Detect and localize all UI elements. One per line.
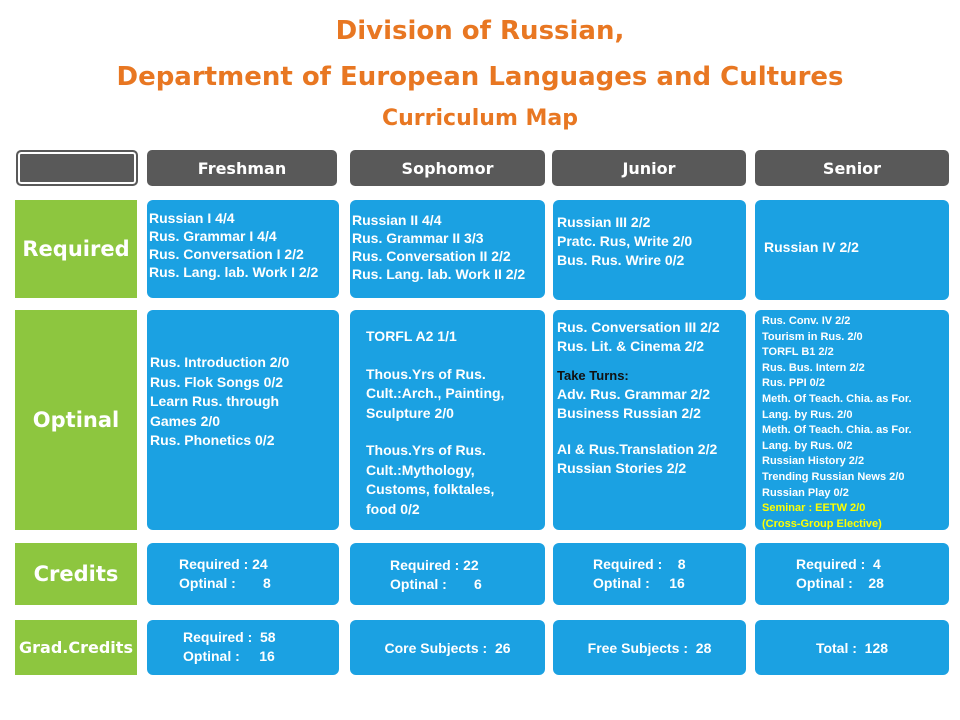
row-label-required: Required	[15, 200, 137, 298]
seminar-note: (Cross-Group Elective)	[762, 517, 882, 530]
course: Cult.:Mythology,	[366, 461, 475, 478]
required-freshman	[147, 200, 339, 298]
seminar-course: Seminar : EETW 2/0	[762, 502, 866, 515]
optional-freshman	[147, 310, 339, 530]
course: Russian IV 2/2	[764, 239, 859, 255]
course: Meth. Of Teach. Chia. as For.	[762, 424, 912, 437]
credit-optional: Optinal : 16	[593, 575, 685, 591]
course: Adv. Rus. Grammar 2/2	[557, 386, 711, 402]
course: food 0/2	[366, 500, 420, 517]
course: Rus. Conversation III 2/2	[557, 319, 720, 335]
credit-required: Required : 8	[593, 556, 686, 572]
credit-optional: Optinal : 6	[390, 576, 482, 592]
credit-optional: Optinal : 8	[179, 575, 271, 591]
course: Rus. Grammar I 4/4	[149, 228, 277, 244]
course: Rus. Lit. & Cinema 2/2	[557, 338, 705, 354]
credit-required: Required : 24	[179, 556, 268, 572]
row-label-optional: Optinal	[15, 310, 137, 530]
header-blank	[16, 150, 138, 186]
course: Russian III 2/2	[557, 214, 651, 230]
grad-senior	[755, 620, 949, 675]
free-subjects: Free Subjects : 28	[587, 639, 712, 656]
optional-senior	[755, 310, 949, 530]
optional-junior	[553, 310, 746, 530]
grad-required: Required : 58	[183, 629, 276, 645]
course: Rus. Flok Songs 0/2	[150, 373, 284, 390]
row-label-credits: Credits	[15, 543, 137, 605]
required-sophomore	[350, 200, 545, 298]
header-sophomore: Sophomor	[350, 150, 545, 186]
total-credits: Total : 128	[815, 639, 889, 656]
header-freshman: Freshman	[147, 150, 337, 186]
take-turns-label: Take Turns:	[557, 368, 629, 383]
title-line-3: Curriculum Map	[381, 106, 579, 131]
course: Rus. Grammar II 3/3	[352, 230, 484, 246]
course: Thous.Yrs of Rus.	[366, 365, 486, 382]
course: Lang. by Rus. 2/0	[762, 408, 853, 421]
credits-junior	[553, 543, 746, 605]
title-line-2: Department of European Languages and Cultures	[116, 62, 844, 92]
course: TORFL A2 1/1	[366, 328, 457, 344]
course: Tourism in Rus. 2/0	[762, 330, 863, 343]
course: Trending Russian News 2/0	[762, 470, 905, 483]
course: AI & Rus.Translation 2/2	[557, 441, 718, 457]
grad-optional: Optinal : 16	[183, 648, 275, 664]
credits-sophomore	[350, 543, 545, 605]
course: Thous.Yrs of Rus.	[366, 442, 486, 458]
course: Rus. Introduction 2/0	[150, 354, 290, 370]
course: Rus. Conversation I 2/2	[149, 246, 304, 262]
course: Pratc. Rus, Write 2/0	[557, 233, 693, 249]
credit-required: Required : 4	[796, 556, 881, 572]
grad-junior	[553, 620, 746, 675]
course: TORFL B1 2/2	[762, 346, 834, 359]
credits-senior	[755, 543, 949, 605]
credit-required: Required : 22	[390, 557, 479, 573]
course: Rus. Lang. lab. Work II 2/2	[352, 266, 526, 282]
course: Cult.:Arch., Painting,	[366, 385, 505, 401]
course: Rus. Phonetics 0/2	[150, 432, 275, 448]
course: Learn Rus. through	[150, 393, 280, 409]
course: Games 2/0	[150, 412, 221, 429]
course: Rus. Conv. IV 2/2	[762, 315, 851, 327]
course: Russian I 4/4	[149, 210, 235, 226]
course: Russian History 2/2	[762, 455, 865, 468]
course: Bus. Rus. Wrire 0/2	[557, 252, 685, 268]
course: Sculpture 2/0	[366, 404, 454, 421]
course: Customs, folktales,	[366, 481, 495, 497]
optional-sophomore	[350, 310, 545, 530]
course: Rus. PPI 0/2	[762, 377, 825, 390]
course: Rus. Lang. lab. Work I 2/2	[149, 264, 319, 280]
course: Meth. Of Teach. Chia. as For.	[762, 392, 912, 405]
course: Russian Stories 2/2	[557, 460, 687, 476]
course: Rus. Conversation II 2/2	[352, 248, 511, 264]
course: Lang. by Rus. 0/2	[762, 439, 853, 452]
header-senior: Senior	[755, 150, 949, 186]
required-junior	[553, 200, 746, 300]
credits-freshman	[147, 543, 339, 605]
required-senior	[755, 200, 949, 300]
core-subjects: Core Subjects : 26	[384, 639, 511, 656]
credit-optional: Optinal : 28	[796, 575, 884, 591]
header-junior: Junior	[552, 150, 746, 186]
title-line-1: Division of Russian,	[335, 16, 625, 46]
course: Business Russian 2/2	[557, 405, 701, 421]
course: Russian Play 0/2	[762, 486, 849, 499]
row-label-grad-credits: Grad.Credits	[15, 620, 137, 675]
course: Russian II 4/4	[352, 212, 442, 228]
grad-sophomore	[350, 620, 545, 675]
course: Rus. Bus. Intern 2/2	[762, 361, 865, 374]
grad-freshman	[147, 620, 339, 675]
